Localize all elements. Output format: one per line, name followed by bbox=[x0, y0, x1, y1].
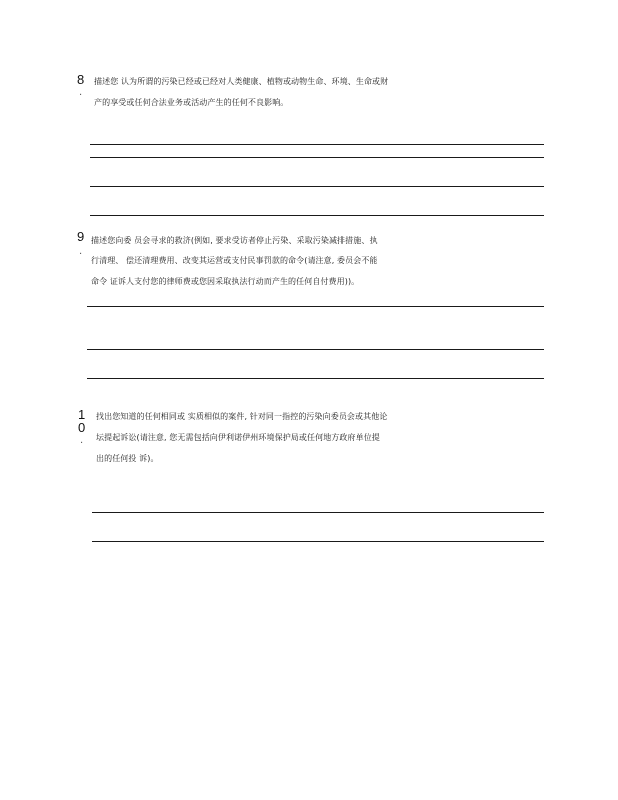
answer-line[interactable] bbox=[92, 541, 544, 542]
question-text-line: 描述您向委 员会寻求的救济(例如, 要求受访者停止污染、采取污染减排措施、执 bbox=[91, 236, 378, 245]
answer-line[interactable] bbox=[87, 306, 544, 307]
question-text-line: 出的任何投 诉)。 bbox=[96, 454, 159, 463]
question-text-line: 找出您知道的任何相同或 实质相似的案件, 针对同一指控的污染向委员会或其他论 bbox=[96, 412, 388, 421]
answer-line[interactable] bbox=[90, 215, 544, 216]
answer-line[interactable] bbox=[87, 378, 544, 379]
number-dot: . bbox=[79, 246, 83, 257]
number-dot: . bbox=[80, 435, 84, 446]
answer-line[interactable] bbox=[90, 157, 544, 158]
question-text-line: 产的享受或任何合法业务或活动产生的任何不良影响。 bbox=[94, 98, 289, 107]
answer-line[interactable] bbox=[90, 186, 544, 187]
question-number-digit: 0 bbox=[78, 420, 86, 435]
number-dot: . bbox=[79, 87, 83, 98]
answer-line[interactable] bbox=[87, 349, 544, 350]
answer-line[interactable] bbox=[90, 144, 544, 145]
question-number: 8 bbox=[77, 72, 85, 87]
question-text-line: 坛提起诉讼(请注意, 您无需包括向伊利诺伊州环境保护局或任何地方政府单位提 bbox=[96, 433, 380, 442]
question-text-line: 描述您 认为所谓的污染已经或已经对人类健康、植物或动物生命、环境、生命或财 bbox=[94, 77, 389, 86]
answer-line[interactable] bbox=[92, 512, 544, 513]
question-number-digit: 1 bbox=[78, 407, 86, 422]
question-text-line: 命令 证诉人支付您的律师费或您因采取执法行动而产生的任何自付费用))。 bbox=[91, 277, 360, 286]
question-text-line: 行清理、 偿还清理费用、改变其运营或支付民事罚款的命令(请注意, 委员会不能 bbox=[91, 256, 378, 265]
question-number: 9 bbox=[77, 229, 85, 244]
